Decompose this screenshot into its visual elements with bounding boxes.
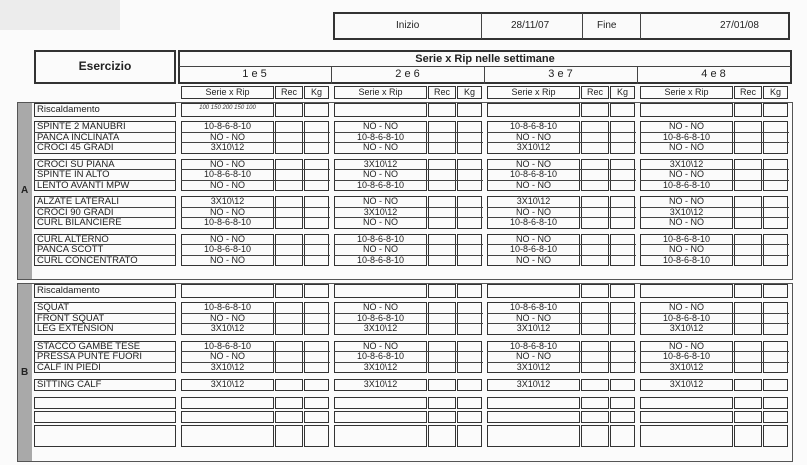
subheader-rec-label: Rec [433,87,450,97]
exercise-name: CROCI SU PIANA [37,158,115,170]
kg-group-cell [763,159,788,192]
empty-exercise-cell [34,411,176,423]
empty-rec-cell [581,397,609,409]
warmup-kg-cell [304,103,329,117]
inizio-label: Inizio [396,20,420,31]
empty-kg-cell [763,397,788,409]
warmup-week-cell [640,103,733,117]
week-divider [331,66,332,84]
exercise-name: ALZATE LATERALI [37,196,120,207]
empty-kg-cell [304,397,329,409]
exercise-name: CURL CONCENTRATO [37,254,138,266]
warmup-week-cell [181,284,274,298]
empty-exercise-cell [34,425,176,447]
week-value: NO - NO [363,217,398,227]
warmup-rec-cell [734,284,762,298]
exercise-name: STACCO GAMBE TESE [37,340,141,352]
kg-group-cell [610,302,635,335]
exercise-name: SQUAT [37,302,70,313]
week-value: 10-8-6-8-10 [356,131,405,142]
week-value: NO - NO [516,206,551,217]
subheader-serie-label: Serie x Rip [664,87,709,97]
warmup-rec-cell [581,103,609,117]
kg-group-cell [610,379,635,391]
section-letter: A [21,185,29,196]
week-value: NO - NO [669,340,704,351]
empty-rec-cell [428,411,456,423]
subheader-kg-label: Kg [769,87,781,97]
kg-group-cell [304,341,329,374]
week-value: NO - NO [210,131,245,142]
empty-rec-cell [275,425,303,447]
warmup-kg-cell [610,103,635,117]
subheader-rec-label: Rec [586,87,603,97]
kg-group-cell [304,159,329,192]
empty-week-cell [334,425,427,447]
week-value: NO - NO [516,179,551,190]
kg-group-cell [457,159,482,192]
week-value: 10-8-6-8-10 [356,179,405,190]
week-value: NO - NO [363,121,398,131]
week-value: 10-8-6-8-10 [509,217,558,227]
week-value: 3X10\12 [363,206,398,217]
empty-rec-cell [734,425,762,447]
kg-group-cell [304,196,329,229]
kg-group-cell [763,121,788,154]
kg-group-cell [610,341,635,374]
subheader-serie-label: Serie x Rip [205,87,250,97]
warmup-kg-cell [763,284,788,298]
empty-kg-cell [763,425,788,447]
fine-date: 27/01/08 [720,20,759,31]
kg-group-cell [304,234,329,267]
week-value: 3X10\12 [516,379,551,389]
week-value: NO - NO [210,351,245,361]
week-value: NO - NO [363,340,398,351]
week-value: NO - NO [669,302,704,312]
exercise-name: SPINTE IN ALTO [37,169,110,180]
week-value: 3X10\12 [363,158,398,169]
week-value: 10-8-6-8-10 [662,179,711,190]
subheader-serie-label: Serie x Rip [511,87,556,97]
exercise-name: CROCI 90 GRADI [37,206,114,218]
warmup-kg-cell [304,284,329,298]
rec-group-cell [734,302,762,335]
week-divider [637,66,638,84]
warmup-kg-cell [610,284,635,298]
week-value: 3X10\12 [210,323,245,333]
week-label: 1 e 5 [242,68,267,80]
rec-group-cell [428,341,456,374]
week-value: 3X10\12 [210,196,245,206]
rec-group-cell [581,234,609,267]
week-value: 3X10\12 [516,323,551,333]
week-value: NO - NO [516,158,551,169]
warmup-label: Riscaldamento [37,285,100,296]
empty-kg-cell [763,411,788,423]
week-value: 10-8-6-8-10 [509,302,558,312]
warmup-rec-cell [275,284,303,298]
empty-kg-cell [304,425,329,447]
kg-group-cell [457,379,482,391]
week-value: 3X10\12 [210,142,245,152]
week-value: 10-8-6-8-10 [356,254,405,265]
week-value: NO - NO [669,142,704,152]
week-value: 10-8-6-8-10 [662,312,711,323]
exercise-name: CURL BILANCIERE [37,217,122,228]
rec-group-cell [581,379,609,391]
kg-group-cell [457,302,482,335]
inizio-date: 28/11/07 [511,20,550,31]
rec-group-cell [581,302,609,335]
week-value: NO - NO [363,169,398,179]
week-value: 10-8-6-8-10 [356,233,405,244]
week-value: NO - NO [516,254,551,265]
rec-group-cell [275,234,303,267]
kg-group-cell [763,196,788,229]
week-value: 10-8-6-8-10 [203,121,252,131]
subheader-kg-label: Kg [310,87,322,97]
week-value: NO - NO [669,169,704,179]
rec-group-cell [734,196,762,229]
exercise-name: CROCI 45 GRADI [37,142,114,153]
week-value: NO - NO [210,179,245,190]
empty-kg-cell [610,425,635,447]
kg-group-cell [763,341,788,374]
kg-group-cell [763,234,788,267]
rec-group-cell [581,121,609,154]
kg-group-cell [457,341,482,374]
week-value: 10-8-6-8-10 [203,169,252,179]
week-value: NO - NO [210,254,245,265]
week-label: 2 e 6 [395,68,420,80]
empty-week-cell [487,425,580,447]
week-value: 10-8-6-8-10 [509,340,558,351]
exercise-name: FRONT SQUAT [37,312,105,324]
empty-week-cell [181,397,274,409]
week-label: 3 e 7 [548,68,573,80]
week-value: 10-8-6-8-10 [509,244,558,254]
warmup-kg-cell [457,284,482,298]
week-value: 3X10\12 [363,379,398,389]
exercise-name: CURL ALTERNO [37,233,109,245]
empty-week-cell [640,411,733,423]
kg-group-cell [763,302,788,335]
week-value: 10-8-6-8-10 [662,351,711,361]
empty-week-cell [487,411,580,423]
week-value: NO - NO [516,351,551,361]
warmup-week-cell [487,284,580,298]
week-value: 10-8-6-8-10 [509,169,558,179]
table-title: Serie x Rip nelle settimane [415,53,555,65]
week-divider [484,66,485,84]
week-value: 3X10\12 [669,379,704,389]
esercizio-label: Esercizio [78,59,132,73]
warmup-rec-cell [275,103,303,117]
week-value: NO - NO [516,312,551,323]
week-value: NO - NO [210,233,245,244]
empty-week-cell [640,397,733,409]
week-value: 10-8-6-8-10 [662,254,711,265]
week-value: NO - NO [363,142,398,152]
week-label: 4 e 8 [701,68,726,80]
rec-group-cell [428,196,456,229]
scan-shadow [0,0,120,30]
warmup-rec-cell [734,103,762,117]
empty-rec-cell [734,397,762,409]
empty-kg-cell [304,411,329,423]
rec-group-cell [734,159,762,192]
week-value: 3X10\12 [516,196,551,206]
rec-group-cell [428,121,456,154]
subheader-serie-label: Serie x Rip [358,87,403,97]
empty-kg-cell [610,411,635,423]
empty-rec-cell [275,397,303,409]
warmup-week-cell [487,103,580,117]
empty-rec-cell [428,397,456,409]
rec-group-cell [734,234,762,267]
exercise-name: PANCA INCLINATA [37,131,120,143]
rec-group-cell [734,121,762,154]
exercise-name: LENTO AVANTI MPW [37,179,130,191]
week-value: 10-8-6-8-10 [203,244,252,254]
empty-week-cell [181,425,274,447]
fine-label: Fine [597,20,617,31]
exercise-name: SPINTE 2 MANUBRI [37,121,126,132]
week-value: 3X10\12 [669,323,704,333]
week-value: NO - NO [669,121,704,131]
kg-group-cell [763,379,788,391]
empty-kg-cell [457,397,482,409]
week-value: 3X10\12 [669,206,704,217]
week-value: NO - NO [516,131,551,142]
week-value: 3X10\12 [516,142,551,152]
exercise-name: PANCA SCOTT [37,244,104,255]
subheader-rec-label: Rec [280,87,297,97]
empty-rec-cell [581,411,609,423]
kg-group-cell [610,159,635,192]
kg-group-cell [304,121,329,154]
kg-group-cell [610,196,635,229]
empty-week-cell [640,425,733,447]
warmup-rec-cell [428,284,456,298]
warmup-rec-cell [428,103,456,117]
subheader-rec-label: Rec [739,87,756,97]
subheader-kg-label: Kg [463,87,475,97]
kg-group-cell [304,302,329,335]
kg-group-cell [610,121,635,154]
rec-group-cell [581,196,609,229]
week-value: NO - NO [363,302,398,312]
kg-group-cell [610,234,635,267]
week-value: 3X10\12 [210,379,245,389]
warmup-week-cell [640,284,733,298]
week-value: 10-8-6-8-10 [662,131,711,142]
section-letter: B [21,366,29,378]
warmup-week-cell [334,284,427,298]
warmup-label: Riscaldamento [37,104,100,115]
rec-group-cell [581,341,609,374]
empty-exercise-cell [34,397,176,409]
warmup-kg-cell [457,103,482,117]
kg-group-cell [304,379,329,391]
empty-week-cell [181,411,274,423]
rec-group-cell [428,234,456,267]
warmup-kg-cell [763,103,788,117]
week-value: NO - NO [210,206,245,217]
empty-rec-cell [275,411,303,423]
rec-group-cell [275,159,303,192]
week-value: 10-8-6-8-10 [203,340,252,351]
rec-group-cell [275,121,303,154]
rec-group-cell [734,341,762,374]
empty-rec-cell [428,425,456,447]
week-value: NO - NO [210,312,245,323]
week-value: 10-8-6-8-10 [203,302,252,312]
warmup-rec-cell [581,284,609,298]
rec-group-cell [428,379,456,391]
empty-kg-cell [457,425,482,447]
week-value: NO - NO [363,196,398,206]
week-value: NO - NO [669,217,704,227]
warmup-handwritten-note: 100 150 200 150 100 [199,105,256,111]
week-value: 3X10\12 [669,158,704,169]
week-value: 3X10\12 [363,361,398,372]
week-value: NO - NO [363,244,398,254]
empty-week-cell [334,411,427,423]
rec-group-cell [581,159,609,192]
week-value: 10-8-6-8-10 [356,351,405,361]
week-value: 3X10\12 [210,361,245,372]
kg-group-cell [457,196,482,229]
rec-group-cell [428,302,456,335]
week-value: 10-8-6-8-10 [356,312,405,323]
kg-group-cell [457,121,482,154]
subheader-kg-label: Kg [616,87,628,97]
empty-week-cell [334,397,427,409]
empty-rec-cell [734,411,762,423]
week-value: NO - NO [669,196,704,206]
week-value: 10-8-6-8-10 [662,233,711,244]
empty-kg-cell [610,397,635,409]
week-value: 10-8-6-8-10 [509,121,558,131]
empty-week-cell [487,397,580,409]
week-value: 3X10\12 [669,361,704,372]
week-value: 3X10\12 [516,361,551,372]
rec-group-cell [275,379,303,391]
week-value: NO - NO [669,244,704,254]
kg-group-cell [457,234,482,267]
rec-group-cell [734,379,762,391]
rec-group-cell [275,302,303,335]
week-value: NO - NO [516,233,551,244]
exercise-name: SITTING CALF [37,379,102,390]
rec-group-cell [275,341,303,374]
empty-rec-cell [581,425,609,447]
rec-group-cell [275,196,303,229]
week-value: 3X10\12 [363,323,398,333]
exercise-name: LEG EXTENSION [37,323,114,334]
exercise-name: CALF IN PIEDI [37,361,101,373]
warmup-week-cell [334,103,427,117]
week-value: NO - NO [210,158,245,169]
empty-kg-cell [457,411,482,423]
week-value: 10-8-6-8-10 [203,217,252,227]
rec-group-cell [428,159,456,192]
exercise-name: PRESSA PUNTE FUORI [37,351,143,362]
